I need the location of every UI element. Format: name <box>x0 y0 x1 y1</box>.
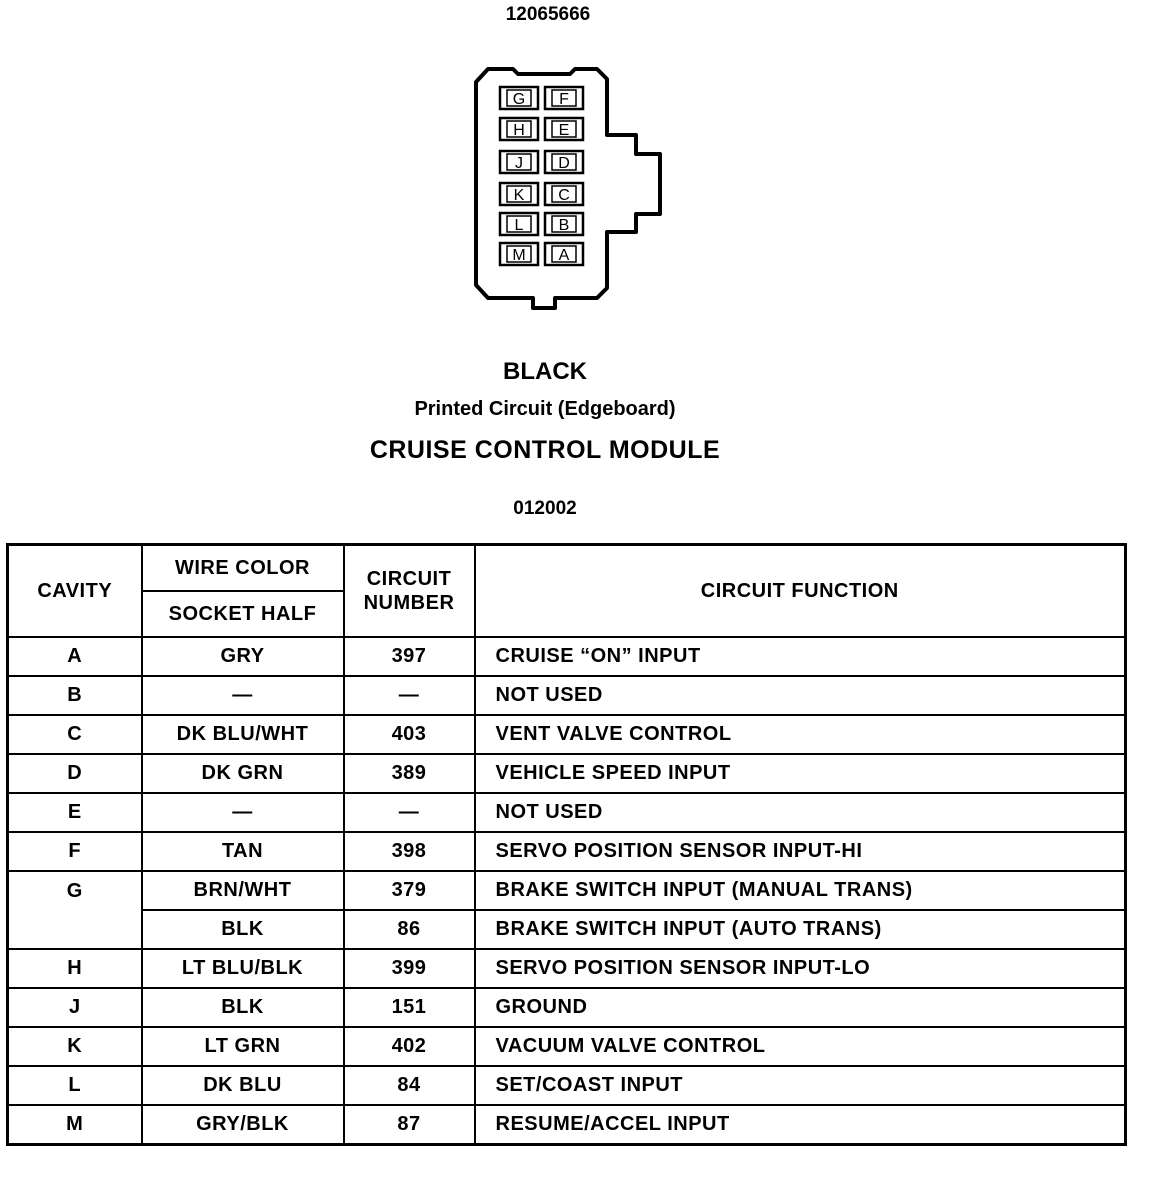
circuit-function-cell: NOT USED <box>475 676 1126 715</box>
cavity-cell: B <box>8 676 142 715</box>
cavity-cell: H <box>8 949 142 988</box>
cavity-cell: F <box>8 832 142 871</box>
circuit-number-cell: 87 <box>344 1105 475 1145</box>
table-row <box>8 715 1126 754</box>
cavity-cell: K <box>8 1027 142 1066</box>
wire-color-cell: LT BLU/BLK <box>142 949 344 988</box>
connector-pins <box>500 87 583 265</box>
cavity-cell: D <box>8 754 142 793</box>
circuit-number-cell: 379 <box>344 871 475 910</box>
pinout-table <box>6 543 1127 1146</box>
circuit-number-cell: — <box>344 676 475 715</box>
circuit-function-cell: SERVO POSITION SENSOR INPUT-HI <box>475 832 1126 871</box>
cavity-cell: L <box>8 1066 142 1105</box>
table-row <box>8 637 1126 676</box>
wire-color-cell: DK GRN <box>142 754 344 793</box>
circuit-number-cell: 399 <box>344 949 475 988</box>
cavity-cell: E <box>8 793 142 832</box>
cavity-label-b: B <box>558 217 570 234</box>
table-row <box>8 832 1126 871</box>
circuit-number-cell: 151 <box>344 988 475 1027</box>
connector-face-diagram <box>0 0 1152 340</box>
wire-color-cell: TAN <box>142 832 344 871</box>
circuit-function-cell: GROUND <box>475 988 1126 1027</box>
connector-part-number: 12065666 <box>505 4 591 25</box>
wire-color-cell: BLK <box>142 988 344 1027</box>
wire-color-cell: DK BLU/WHT <box>142 715 344 754</box>
circuit-function-cell: BRAKE SWITCH INPUT (AUTO TRANS) <box>475 910 1126 949</box>
circuit-number-cell: 398 <box>344 832 475 871</box>
reference-code: 012002 <box>513 498 577 519</box>
circuit-number-cell: 397 <box>344 637 475 676</box>
cavity-cell: J <box>8 988 142 1027</box>
table-row <box>8 949 1126 988</box>
circuit-function-cell: NOT USED <box>475 793 1126 832</box>
wire-color-cell: GRY <box>142 637 344 676</box>
table-row <box>8 910 1126 949</box>
circuit-number-cell: — <box>344 793 475 832</box>
wire-color-cell: DK BLU <box>142 1066 344 1105</box>
cavity-label-c: C <box>558 187 570 204</box>
table-row <box>8 793 1126 832</box>
cavity-label-d: D <box>558 155 570 172</box>
cavity-label-a: A <box>558 247 570 264</box>
cavity-cell: G <box>8 871 142 949</box>
wire-color-cell: GRY/BLK <box>142 1105 344 1145</box>
circuit-function-cell: RESUME/ACCEL INPUT <box>475 1105 1126 1145</box>
header-cavity: CAVITY <box>8 545 142 638</box>
cavity-label-l: L <box>514 217 524 234</box>
wire-color-cell: LT GRN <box>142 1027 344 1066</box>
wire-color-cell: BRN/WHT <box>142 871 344 910</box>
wire-color-cell: — <box>142 676 344 715</box>
circuit-number-cell: 402 <box>344 1027 475 1066</box>
table-row <box>8 1105 1126 1145</box>
table-row <box>8 1027 1126 1066</box>
circuit-function-cell: VEHICLE SPEED INPUT <box>475 754 1126 793</box>
circuit-function-cell: SERVO POSITION SENSOR INPUT-LO <box>475 949 1126 988</box>
component-name: CRUISE CONTROL MODULE <box>369 436 721 464</box>
header-wire-color: WIRE COLOR <box>142 545 344 592</box>
table-row <box>8 988 1126 1027</box>
table-row <box>8 1066 1126 1105</box>
cavity-cell: M <box>8 1105 142 1145</box>
table-row <box>8 871 1126 910</box>
cavity-label-h: H <box>513 122 525 139</box>
cavity-label-k: K <box>513 187 525 204</box>
circuit-number-cell: 403 <box>344 715 475 754</box>
cavity-label-f: F <box>559 91 569 108</box>
cavity-cell: A <box>8 637 142 676</box>
circuit-function-cell: VACUUM VALVE CONTROL <box>475 1027 1126 1066</box>
circuit-function-cell: CRUISE “ON” INPUT <box>475 637 1126 676</box>
circuit-number-cell: 86 <box>344 910 475 949</box>
circuit-function-cell: BRAKE SWITCH INPUT (MANUAL TRANS) <box>475 871 1126 910</box>
wire-color-cell: BLK <box>142 910 344 949</box>
cavity-label-g: G <box>512 91 526 108</box>
cavity-cell: C <box>8 715 142 754</box>
circuit-function-cell: VENT VALVE CONTROL <box>475 715 1126 754</box>
header-circuit-number: CIRCUIT NUMBER <box>344 545 475 638</box>
cavity-label-j: J <box>515 155 523 172</box>
cavity-label-m: M <box>512 247 526 264</box>
header-circuit-function: CIRCUIT FUNCTION <box>475 545 1126 638</box>
header-socket-half: SOCKET HALF <box>142 591 344 637</box>
table-row <box>8 754 1126 793</box>
wire-color-cell: — <box>142 793 344 832</box>
circuit-number-cell: 84 <box>344 1066 475 1105</box>
table-row <box>8 676 1126 715</box>
connector-type: Printed Circuit (Edgeboard) <box>414 398 676 420</box>
connector-color: BLACK <box>503 358 587 385</box>
cavity-label-e: E <box>558 122 570 139</box>
circuit-number-cell: 389 <box>344 754 475 793</box>
circuit-function-cell: SET/COAST INPUT <box>475 1066 1126 1105</box>
